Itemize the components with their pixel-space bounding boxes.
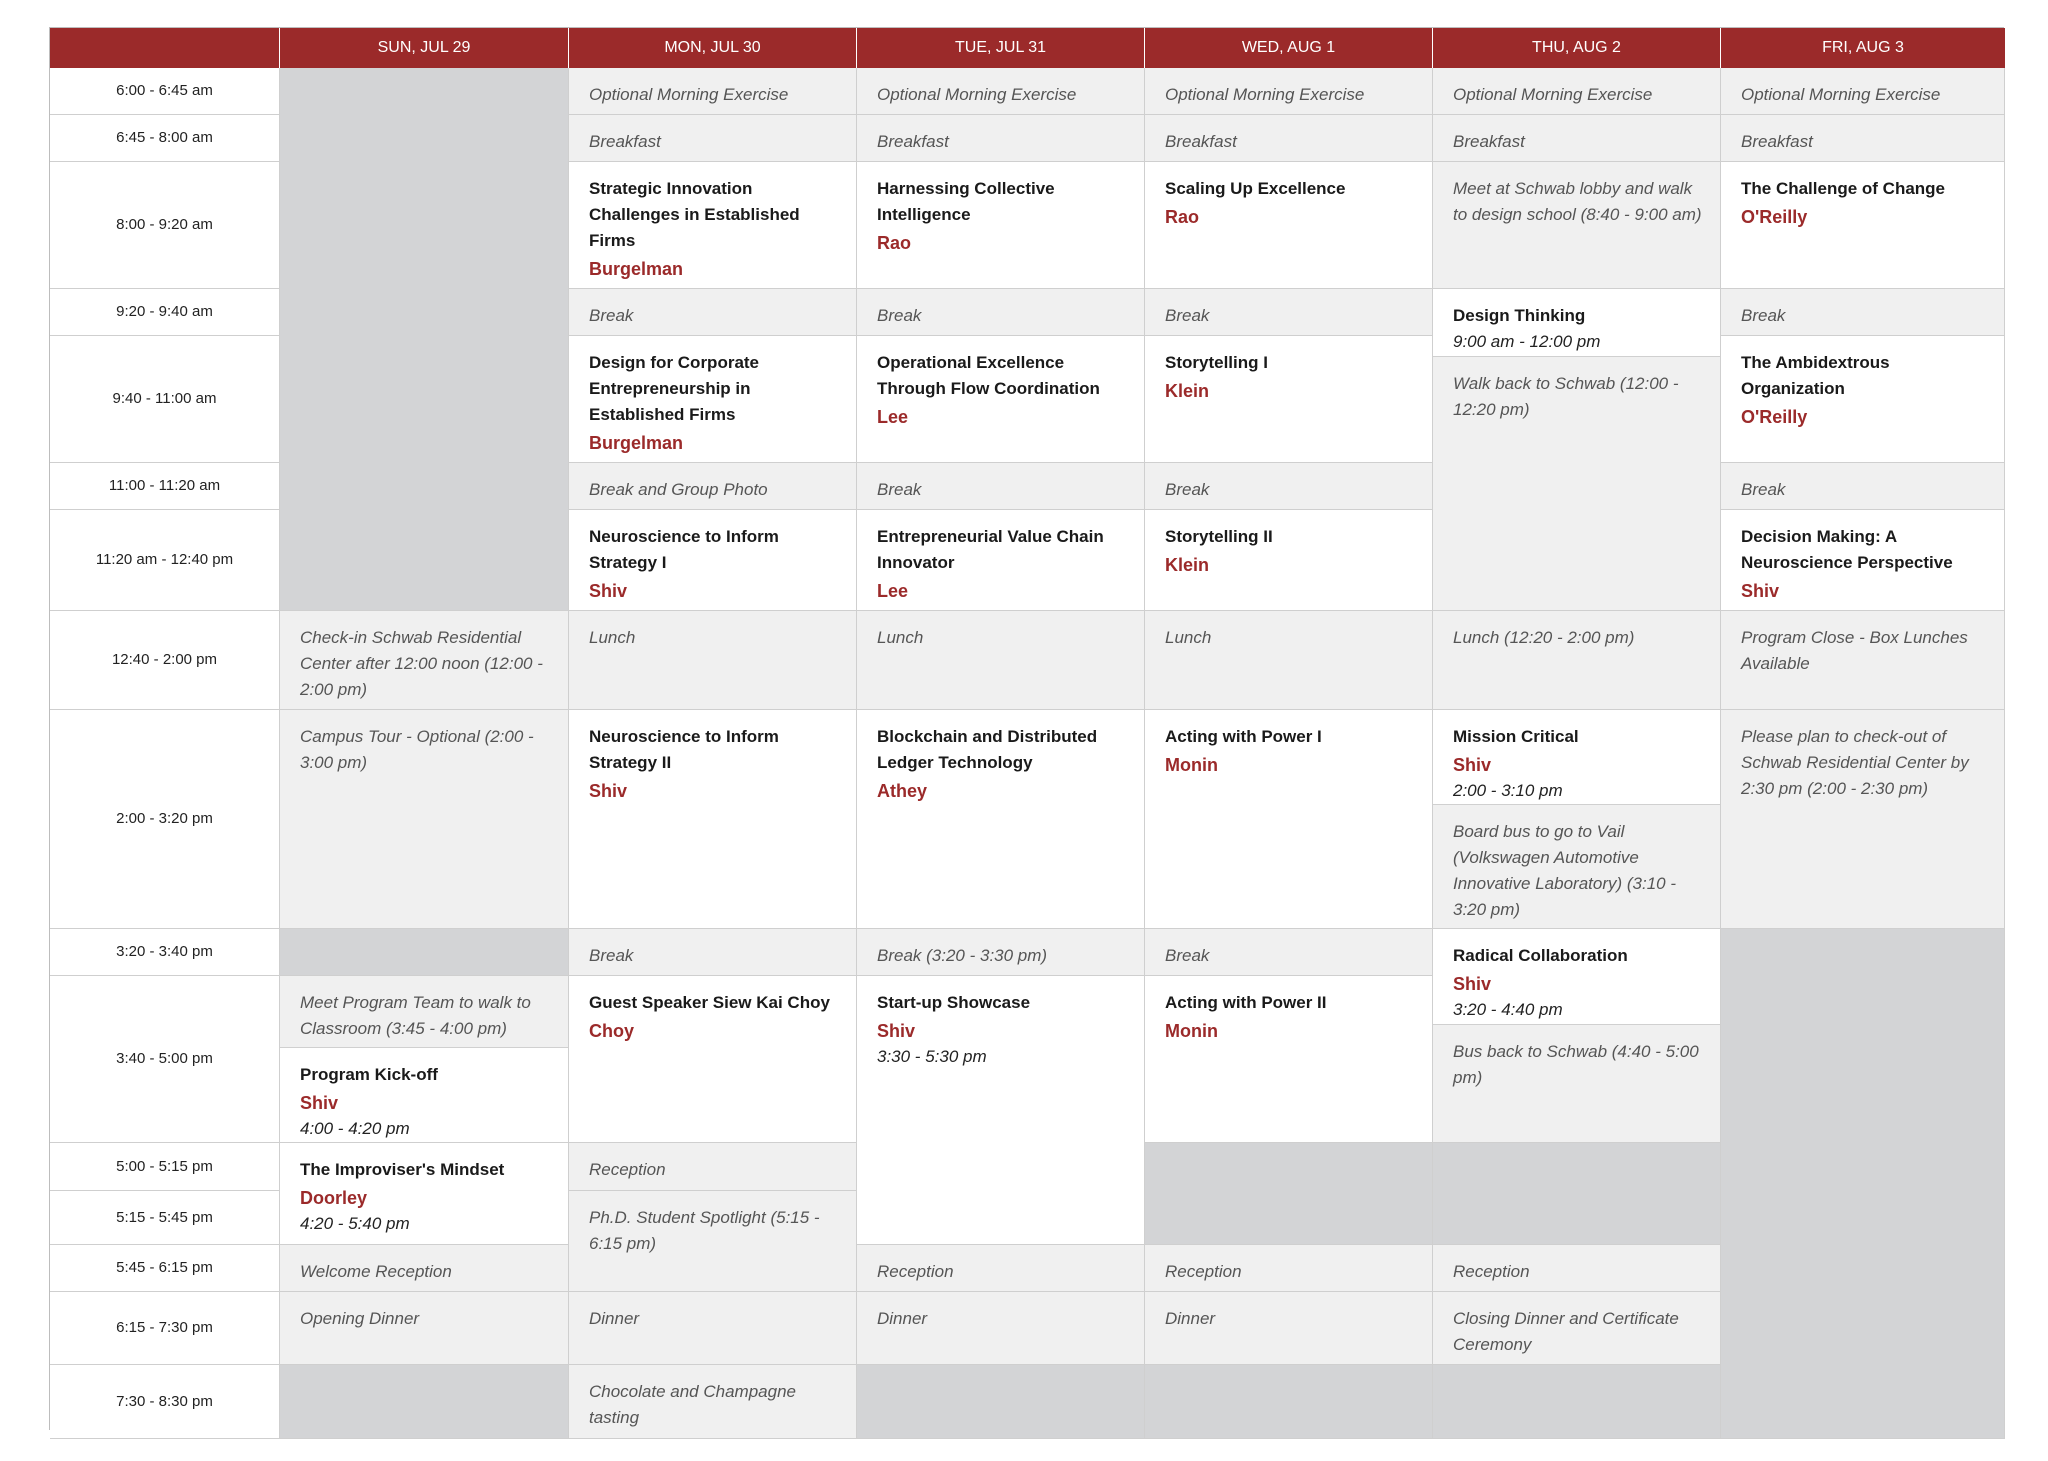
time-slot: 3:40 - 5:00 pm (50, 976, 280, 1143)
event-break (857, 289, 1145, 336)
event-text: Dinner (589, 1309, 640, 1328)
event-phd-spotlight (569, 1191, 857, 1292)
event-reception (857, 1245, 1145, 1292)
event-text: Break (589, 306, 634, 325)
event-break (1721, 289, 2005, 336)
empty-cell (280, 929, 569, 976)
session-title: Guest Speaker Siew Kai Choy (589, 993, 830, 1012)
session-speaker: Lee (877, 581, 909, 601)
event-text: Optional Morning Exercise (1453, 85, 1653, 104)
session-speaker: Shiv (1453, 974, 1492, 994)
event-text: Lunch (877, 628, 924, 647)
session-startup-showcase (857, 976, 1145, 1245)
time-slot: 9:20 - 9:40 am (50, 289, 280, 336)
session-speaker: Monin (1165, 1021, 1218, 1041)
event-lunch (1433, 611, 1721, 710)
session (1145, 162, 1433, 289)
day-header-tue: TUE, JUL 31 (857, 28, 1145, 68)
event-breakfast (1721, 115, 2005, 162)
session-speaker: Doorley (300, 1188, 368, 1208)
event-break (857, 463, 1145, 510)
session-title: Operational Excellence Through Flow Coordination (877, 353, 1100, 398)
event-text: Optional Morning Exercise (877, 85, 1077, 104)
session-time: 9:00 am - 12:00 pm (1453, 332, 1601, 351)
session (1145, 336, 1433, 463)
day-header-sun: SUN, JUL 29 (280, 28, 569, 68)
session (857, 710, 1145, 929)
session (1145, 710, 1433, 929)
empty-cell (280, 68, 569, 611)
empty-cell (280, 1365, 569, 1439)
session-speaker: O'Reilly (1741, 407, 1808, 427)
session-design-thinking (1433, 289, 1720, 357)
session-speaker: Shiv (300, 1093, 339, 1113)
event-break (569, 929, 857, 976)
event-stack (1433, 710, 1721, 929)
event-exercise (1433, 68, 1721, 115)
session-title: Neuroscience to Inform Strategy I (589, 527, 779, 572)
session-title: Blockchain and Distributed Ledger Technology (877, 727, 1098, 772)
event-stack (280, 976, 569, 1143)
session-title: Strategic Innovation Challenges in Established Firms (589, 179, 800, 250)
session (857, 336, 1145, 463)
session (569, 510, 857, 611)
event-text: Reception (1453, 1262, 1530, 1281)
time-slot: 6:45 - 8:00 am (50, 115, 280, 162)
event-text: Break (1165, 946, 1210, 965)
session-radical-collaboration (1433, 929, 1720, 1025)
time-slot: 8:00 - 9:20 am (50, 162, 280, 289)
session-title: Acting with Power I (1165, 727, 1322, 746)
event-text: Break (1165, 306, 1210, 325)
event-chocolate-tasting (569, 1365, 857, 1439)
session-speaker: Burgelman (589, 259, 684, 279)
event-text: Optional Morning Exercise (1165, 85, 1365, 104)
session-speaker: Shiv (1741, 581, 1780, 601)
session-speaker: Klein (1165, 555, 1210, 575)
session (569, 162, 857, 289)
event-exercise (1721, 68, 2005, 115)
time-slot: 12:40 - 2:00 pm (50, 611, 280, 710)
schedule-grid (49, 27, 2004, 1430)
event-text: Opening Dinner (300, 1309, 420, 1328)
event-reception (1145, 1245, 1433, 1292)
session-title: Design for Corporate Entrepreneurship in Established Firms (589, 353, 760, 424)
session (1145, 976, 1433, 1143)
event-opening-dinner (280, 1292, 569, 1365)
event-text: Lunch (589, 628, 636, 647)
session-title: Decision Making: A Neuroscience Perspective (1741, 527, 1953, 572)
event-program-close (1721, 611, 2005, 710)
session-speaker: Burgelman (589, 433, 684, 453)
event-dinner (1145, 1292, 1433, 1365)
session-speaker: Athey (877, 781, 928, 801)
session (569, 976, 857, 1143)
time-slot: 3:20 - 3:40 pm (50, 929, 280, 976)
event-text: Closing Dinner and Certificate Ceremony (1453, 1309, 1679, 1354)
session-mission-critical (1433, 710, 1720, 805)
event-text: Meet Program Team to walk to Classroom (3:45 - 4:00 pm) (300, 993, 531, 1038)
session-speaker: Lee (877, 407, 909, 427)
empty-cell (857, 1365, 1145, 1439)
time-slot: 11:00 - 11:20 am (50, 463, 280, 510)
event-exercise (857, 68, 1145, 115)
empty-cell (1433, 1143, 1721, 1245)
event-text: Break and Group Photo (589, 480, 768, 499)
session-title: Program Kick-off (300, 1065, 438, 1084)
time-slot: 2:00 - 3:20 pm (50, 710, 280, 929)
event-break (569, 289, 857, 336)
event-reception (1433, 1245, 1721, 1292)
event-walk-back (1433, 357, 1720, 610)
event-text: Campus Tour - Optional (2:00 - 3:00 pm) (300, 727, 534, 772)
session-title: Harnessing Collective Intelligence (877, 179, 1055, 224)
event-text: Breakfast (1741, 132, 1813, 151)
event-exercise (1145, 68, 1433, 115)
session (857, 510, 1145, 611)
session (569, 336, 857, 463)
event-text: Please plan to check-out of Schwab Residential Center by 2:30 pm (2:00 - 2:30 pm) (1741, 727, 1969, 798)
event-dinner (569, 1292, 857, 1365)
time-slot: 6:00 - 6:45 am (50, 68, 280, 115)
event-breakfast (1433, 115, 1721, 162)
session-speaker: Monin (1165, 755, 1218, 775)
event-text: Break (1741, 306, 1786, 325)
event-text: Breakfast (1165, 132, 1237, 151)
time-slot: 5:00 - 5:15 pm (50, 1143, 280, 1191)
session-speaker: Shiv (589, 781, 628, 801)
event-text: Optional Morning Exercise (589, 85, 789, 104)
event-stack (1433, 929, 1721, 1143)
empty-cell (1145, 1143, 1433, 1245)
event-text: Break (1741, 480, 1786, 499)
session-title: Acting with Power II (1165, 993, 1327, 1012)
time-slot: 9:40 - 11:00 am (50, 336, 280, 463)
event-break (1145, 929, 1433, 976)
event-text: Reception (1165, 1262, 1242, 1281)
event-campus-tour (280, 710, 569, 929)
event-welcome-reception (280, 1245, 569, 1292)
event-dinner (857, 1292, 1145, 1365)
event-board-bus (1433, 805, 1720, 929)
event-text: Walk back to Schwab (12:00 - 12:20 pm) (1453, 374, 1679, 419)
event-closing-dinner (1433, 1292, 1721, 1365)
session-title: Neuroscience to Inform Strategy II (589, 727, 779, 772)
event-text: Break (1165, 480, 1210, 499)
session-title: Radical Collaboration (1453, 946, 1628, 965)
time-slot: 7:30 - 8:30 pm (50, 1365, 280, 1439)
day-header-thu: THU, AUG 2 (1433, 28, 1721, 68)
event-text: Reception (877, 1262, 954, 1281)
time-slot: 5:15 - 5:45 pm (50, 1191, 280, 1245)
session-title: The Challenge of Change (1741, 179, 1946, 198)
session-speaker: Shiv (1453, 755, 1492, 775)
session-title: The Improviser's Mindset (300, 1160, 505, 1179)
event-text: Break (3:20 - 3:30 pm) (877, 946, 1048, 965)
session-speaker: Choy (589, 1021, 634, 1041)
time-slot: 6:15 - 7:30 pm (50, 1292, 280, 1365)
event-lunch (569, 611, 857, 710)
session (1721, 336, 2005, 463)
event-text: Breakfast (589, 132, 661, 151)
day-header-wed: WED, AUG 1 (1145, 28, 1433, 68)
event-text: Breakfast (877, 132, 949, 151)
empty-cell (1433, 1365, 1721, 1439)
event-break (857, 929, 1145, 976)
time-slot: 11:20 am - 12:40 pm (50, 510, 280, 611)
session-time: 4:00 - 4:20 pm (300, 1119, 410, 1138)
empty-cell (1145, 1365, 1433, 1439)
empty-cell (1721, 929, 2005, 1439)
session-speaker: Rao (877, 233, 912, 253)
event-checkout (1721, 710, 2005, 929)
event-exercise (569, 68, 857, 115)
session-time: 3:30 - 5:30 pm (877, 1047, 987, 1066)
event-text: Chocolate and Champagne tasting (589, 1382, 796, 1427)
session-time: 3:20 - 4:40 pm (1453, 1000, 1563, 1019)
session-speaker: Klein (1165, 381, 1210, 401)
event-text: Break (877, 480, 922, 499)
event-break (1721, 463, 2005, 510)
event-text: Lunch (12:20 - 2:00 pm) (1453, 628, 1635, 647)
session-title: Mission Critical (1453, 727, 1579, 746)
event-text: Breakfast (1453, 132, 1525, 151)
session (857, 162, 1145, 289)
event-break (569, 463, 857, 510)
session-title: Storytelling I (1165, 353, 1268, 372)
session-title: Storytelling II (1165, 527, 1273, 546)
session (569, 710, 857, 929)
session-title: Design Thinking (1453, 306, 1586, 325)
session-title: The Ambidextrous Organization (1741, 353, 1890, 398)
event-text: Break (589, 946, 634, 965)
event-text: Optional Morning Exercise (1741, 85, 1941, 104)
event-meet-team (280, 976, 568, 1048)
event-text: Ph.D. Student Spotlight (5:15 - 6:15 pm) (589, 1208, 820, 1253)
session (1721, 162, 2005, 289)
session (1145, 510, 1433, 611)
session-time: 4:20 - 5:40 pm (300, 1214, 410, 1233)
event-meet-lobby (1433, 162, 1721, 289)
session-speaker: Shiv (877, 1021, 916, 1041)
session-title: Entrepreneurial Value Chain Innovator (877, 527, 1104, 572)
event-breakfast (857, 115, 1145, 162)
event-breakfast (569, 115, 857, 162)
session-speaker: Shiv (589, 581, 628, 601)
event-text: Dinner (877, 1309, 928, 1328)
event-bus-back (1433, 1025, 1720, 1142)
event-break (1145, 289, 1433, 336)
session-speaker: Rao (1165, 207, 1200, 227)
day-header-mon: MON, JUL 30 (569, 28, 857, 68)
session (1721, 510, 2005, 611)
event-break (1145, 463, 1433, 510)
event-lunch (857, 611, 1145, 710)
event-text: Program Close - Box Lunches Available (1741, 628, 1968, 673)
event-text: Welcome Reception (300, 1262, 452, 1281)
event-checkin (280, 611, 569, 710)
event-lunch (1145, 611, 1433, 710)
event-text: Check-in Schwab Residential Center after 12:00 noon (12:00 - 2:00 pm) (300, 628, 543, 699)
session-title: Start-up Showcase (877, 993, 1031, 1012)
session-improvisers-mindset (280, 1143, 569, 1245)
event-breakfast (1145, 115, 1433, 162)
event-text: Break (877, 306, 922, 325)
event-text: Bus back to Schwab (4:40 - 5:00 pm) (1453, 1042, 1699, 1087)
event-text: Reception (589, 1160, 666, 1179)
session-program-kickoff (280, 1048, 568, 1143)
event-text: Dinner (1165, 1309, 1216, 1328)
event-reception (569, 1143, 857, 1191)
event-text: Lunch (1165, 628, 1212, 647)
event-text: Board bus to go to Vail (Volkswagen Automotive Innovative Laboratory) (3:10 - 3:20 pm) (1453, 822, 1677, 919)
session-speaker: O'Reilly (1741, 207, 1808, 227)
time-slot: 5:45 - 6:15 pm (50, 1245, 280, 1292)
session-time: 2:00 - 3:10 pm (1453, 781, 1563, 800)
event-stack (1433, 289, 1721, 611)
session-title: Scaling Up Excellence (1165, 179, 1346, 198)
event-text: Meet at Schwab lobby and walk to design school (8:40 - 9:00 am) (1453, 179, 1702, 224)
header-corner (50, 28, 280, 68)
day-header-fri: FRI, AUG 3 (1721, 28, 2005, 68)
